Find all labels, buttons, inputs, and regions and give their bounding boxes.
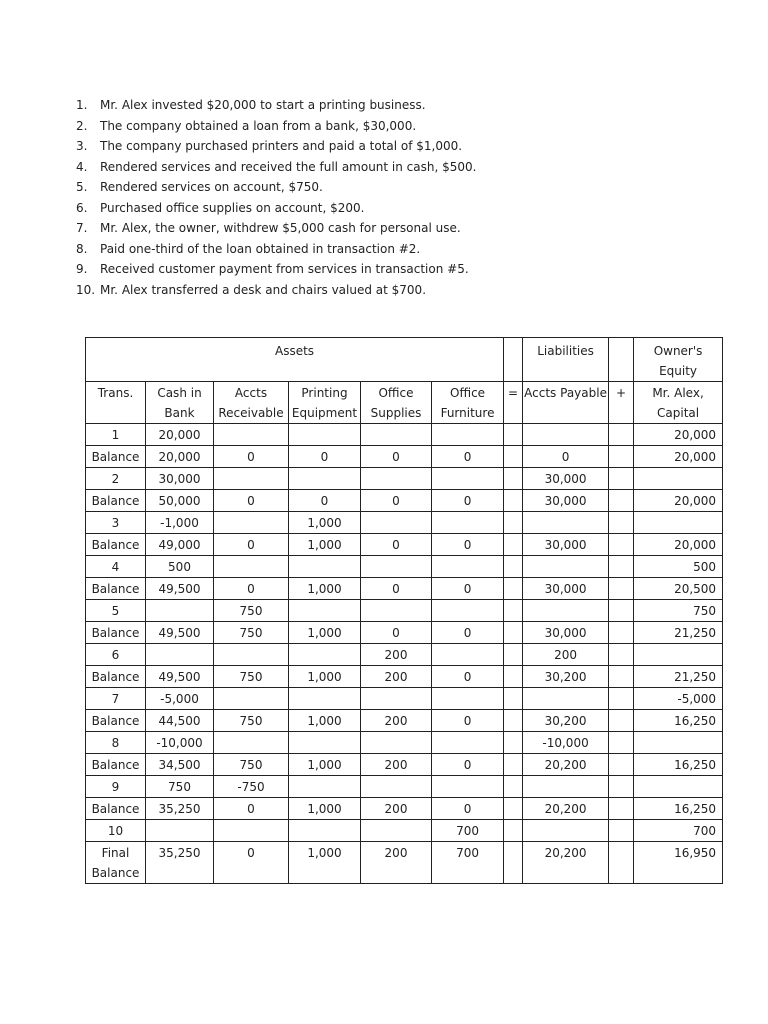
cell-trans: 10 [86,820,146,842]
cell-ar [214,468,289,490]
cell-plus [609,622,634,644]
cell-plus [609,534,634,556]
cell-equals [504,534,523,556]
cell-capital [634,512,723,534]
list-item: 5. Rendered services on account, $750. [76,180,323,194]
cell-trans: 5 [86,600,146,622]
cell-cash: 49,500 [146,622,214,644]
cell-printing [289,776,361,798]
col-header-trans: Trans. [86,382,146,424]
cell-equals [504,820,523,842]
cell-ap: 200 [523,644,609,666]
table-row [86,666,723,688]
cell-ar: 0 [214,534,289,556]
cell-equals [504,710,523,732]
cell-furniture: 0 [432,534,504,556]
cell-equals [504,842,523,884]
table-row [86,710,723,732]
plus-spacer [609,338,634,382]
cell-cash: -1,000 [146,512,214,534]
table-row [86,644,723,666]
table-row [86,732,723,754]
cell-trans: 4 [86,556,146,578]
cell-ap: 20,200 [523,754,609,776]
cell-ar [214,512,289,534]
cell-equals [504,468,523,490]
cell-ap: 20,200 [523,842,609,884]
cell-equals [504,622,523,644]
cell-cash: 20,000 [146,446,214,468]
cell-cash: 34,500 [146,754,214,776]
cell-plus [609,600,634,622]
cell-ar: 0 [214,798,289,820]
col-header-capital: Mr. Alex, Capital [634,382,723,424]
cell-printing: 1,000 [289,710,361,732]
table-row [86,688,723,710]
cell-furniture: 0 [432,666,504,688]
cell-furniture [432,512,504,534]
cell-furniture: 0 [432,710,504,732]
table-row [86,820,723,842]
cell-ar: 750 [214,754,289,776]
cell-supplies: 0 [361,622,432,644]
cell-capital [634,776,723,798]
cell-plus [609,556,634,578]
table-row [86,622,723,644]
cell-plus [609,666,634,688]
cell-ap: 30,000 [523,468,609,490]
cell-printing [289,424,361,446]
cell-ap [523,600,609,622]
cell-plus [609,842,634,884]
cell-capital [634,732,723,754]
cell-supplies: 200 [361,754,432,776]
cell-trans: Balance [86,622,146,644]
cell-trans: 6 [86,644,146,666]
cell-supplies: 0 [361,578,432,600]
cell-equals [504,798,523,820]
cell-furniture: 0 [432,622,504,644]
cell-capital: 21,250 [634,622,723,644]
cell-supplies [361,468,432,490]
cell-printing [289,468,361,490]
cell-cash: 49,500 [146,666,214,688]
transactions-list [76,95,696,300]
cell-equals [504,446,523,468]
cell-ap: 30,200 [523,666,609,688]
cell-ap: 30,000 [523,578,609,600]
cell-ar [214,556,289,578]
cell-plus [609,820,634,842]
table-row [86,776,723,798]
list-item: 2. The company obtained a loan from a bank, $30,000. [76,118,417,133]
cell-supplies [361,776,432,798]
cell-furniture [432,732,504,754]
cell-supplies: 200 [361,666,432,688]
col-header-furniture: Office Furniture [432,382,504,424]
cell-capital [634,644,723,666]
col-header-printing: Printing Equipment [289,382,361,424]
cell-ar [214,732,289,754]
cell-cash: 750 [146,776,214,798]
table-row [86,556,723,578]
table-row [86,842,723,884]
cell-plus [609,424,634,446]
cell-printing [289,600,361,622]
cell-supplies: 200 [361,798,432,820]
column-header-row [86,382,723,424]
table-row [86,578,723,600]
cell-ap [523,688,609,710]
cell-equals [504,556,523,578]
cell-ap: 30,200 [523,710,609,732]
cell-furniture [432,600,504,622]
cell-printing: 1,000 [289,754,361,776]
cell-plus [609,688,634,710]
table-row [86,600,723,622]
cell-printing: 1,000 [289,622,361,644]
cell-printing: 1,000 [289,798,361,820]
cell-trans: 1 [86,424,146,446]
cell-cash: 500 [146,556,214,578]
cell-furniture [432,644,504,666]
cell-printing [289,556,361,578]
cell-ap [523,820,609,842]
cell-trans: Balance [86,754,146,776]
list-item: 3. The company purchased printers and paid a total of $1,000. [76,139,463,153]
cell-capital: 20,000 [634,534,723,556]
cell-trans: 8 [86,732,146,754]
cell-printing: 0 [289,446,361,468]
cell-capital: 20,000 [634,424,723,446]
cell-equals [504,490,523,512]
cell-furniture: 0 [432,578,504,600]
table-row [86,490,723,512]
cell-ar [214,644,289,666]
cell-equals [504,512,523,534]
cell-printing: 1,000 [289,534,361,556]
cell-supplies: 200 [361,644,432,666]
cell-printing: 1,000 [289,842,361,884]
table-row [86,446,723,468]
cell-furniture [432,776,504,798]
cell-capital: 500 [634,556,723,578]
cell-equals [504,600,523,622]
cell-plus [609,798,634,820]
cell-ar: -750 [214,776,289,798]
cell-cash [146,644,214,666]
cell-printing [289,820,361,842]
cell-supplies [361,600,432,622]
cell-cash: 35,250 [146,842,214,884]
cell-ar: 0 [214,578,289,600]
group-header-row [86,338,723,382]
table-row [86,534,723,556]
cell-trans: Balance [86,710,146,732]
cell-furniture: 0 [432,446,504,468]
cell-cash: 50,000 [146,490,214,512]
cell-furniture: 0 [432,490,504,512]
cell-equals [504,578,523,600]
list-item: 1. Mr. Alex invested $20,000 to start a printing business. [76,98,426,112]
assets-header: Assets [86,338,504,382]
cell-ar: 750 [214,710,289,732]
cell-furniture: 0 [432,798,504,820]
plus-sign: + [609,382,634,424]
list-item: 7. Mr. Alex, the owner, withdrew $5,000 cash for personal use. [76,221,461,235]
cell-trans: Balance [86,534,146,556]
list-item: 6. Purchased office supplies on account, $200. [76,200,365,215]
cell-supplies [361,820,432,842]
cell-trans: Balance [86,578,146,600]
col-header-cash: Cash in Bank [146,382,214,424]
cell-ap: 20,200 [523,798,609,820]
cell-cash: 44,500 [146,710,214,732]
cell-printing [289,732,361,754]
table-row [86,798,723,820]
cell-equals [504,776,523,798]
equals-sign: = [504,382,523,424]
cell-ap: 30,000 [523,534,609,556]
col-header-ar: Accts Receivable [214,382,289,424]
list-item: 4. Rendered services and received the full amount in cash, $500. [76,159,477,174]
table-row [86,468,723,490]
cell-ap: 30,000 [523,622,609,644]
cell-trans: Final Balance [86,842,146,884]
cell-furniture [432,468,504,490]
table-row [86,754,723,776]
cell-equals [504,754,523,776]
cell-cash: 49,500 [146,578,214,600]
cell-capital: 750 [634,600,723,622]
cell-capital: 16,250 [634,754,723,776]
cell-capital: -5,000 [634,688,723,710]
cell-supplies [361,512,432,534]
cell-ar [214,688,289,710]
cell-trans: 3 [86,512,146,534]
cell-cash [146,600,214,622]
list-item: 8. Paid one-third of the loan obtained in transaction #2. [76,241,421,256]
liabilities-header: Liabilities [523,338,609,382]
cell-printing [289,644,361,666]
cell-supplies [361,424,432,446]
col-header-supplies: Office Supplies [361,382,432,424]
cell-capital: 20,500 [634,578,723,600]
cell-plus [609,578,634,600]
cell-trans: 9 [86,776,146,798]
cell-capital: 16,950 [634,842,723,884]
cell-plus [609,710,634,732]
cell-equals [504,666,523,688]
equals-spacer [504,338,523,382]
cell-cash: 49,000 [146,534,214,556]
cell-ap: -10,000 [523,732,609,754]
list-item: 9. Received customer payment from services in transaction #5. [76,262,469,276]
cell-printing: 1,000 [289,578,361,600]
accounting-equation-table [85,337,723,884]
cell-supplies: 0 [361,446,432,468]
cell-ap [523,512,609,534]
cell-cash: -5,000 [146,688,214,710]
cell-trans: Balance [86,446,146,468]
cell-furniture [432,556,504,578]
cell-equals [504,424,523,446]
cell-ar: 0 [214,490,289,512]
cell-furniture [432,424,504,446]
cell-furniture [432,688,504,710]
cell-cash: 20,000 [146,424,214,446]
cell-supplies: 0 [361,490,432,512]
cell-furniture: 700 [432,820,504,842]
cell-cash: -10,000 [146,732,214,754]
cell-ar: 0 [214,842,289,884]
cell-ar: 750 [214,600,289,622]
cell-capital [634,468,723,490]
col-header-ap: Accts Payable [523,382,609,424]
cell-furniture: 0 [432,754,504,776]
cell-trans: Balance [86,666,146,688]
cell-equals [504,644,523,666]
table-row [86,424,723,446]
cell-ap: 0 [523,446,609,468]
cell-equals [504,732,523,754]
cell-ar [214,424,289,446]
cell-ap [523,424,609,446]
cell-supplies [361,556,432,578]
owners-equity-header: Owner's Equity [634,338,723,382]
cell-supplies: 0 [361,534,432,556]
cell-trans: Balance [86,490,146,512]
cell-plus [609,512,634,534]
cell-trans: Balance [86,798,146,820]
table-row [86,512,723,534]
cell-cash [146,820,214,842]
cell-ap [523,556,609,578]
cell-plus [609,446,634,468]
cell-ar [214,820,289,842]
cell-capital: 16,250 [634,798,723,820]
cell-plus [609,776,634,798]
cell-capital: 20,000 [634,446,723,468]
cell-cash: 30,000 [146,468,214,490]
cell-cash: 35,250 [146,798,214,820]
cell-printing: 0 [289,490,361,512]
cell-trans: 7 [86,688,146,710]
list-item: 10. Mr. Alex transferred a desk and chairs valued at $700. [76,282,427,297]
cell-supplies: 200 [361,842,432,884]
cell-printing: 1,000 [289,666,361,688]
cell-plus [609,732,634,754]
cell-printing: 1,000 [289,512,361,534]
cell-ar: 750 [214,666,289,688]
cell-supplies [361,688,432,710]
cell-ar: 0 [214,446,289,468]
cell-plus [609,644,634,666]
cell-ar: 750 [214,622,289,644]
cell-ap [523,776,609,798]
cell-ap: 30,000 [523,490,609,512]
cell-plus [609,490,634,512]
cell-plus [609,468,634,490]
cell-capital: 700 [634,820,723,842]
cell-supplies: 200 [361,710,432,732]
cell-plus [609,754,634,776]
cell-capital: 20,000 [634,490,723,512]
cell-trans: 2 [86,468,146,490]
cell-capital: 16,250 [634,710,723,732]
cell-capital: 21,250 [634,666,723,688]
cell-furniture: 700 [432,842,504,884]
cell-printing [289,688,361,710]
cell-equals [504,688,523,710]
cell-supplies [361,732,432,754]
